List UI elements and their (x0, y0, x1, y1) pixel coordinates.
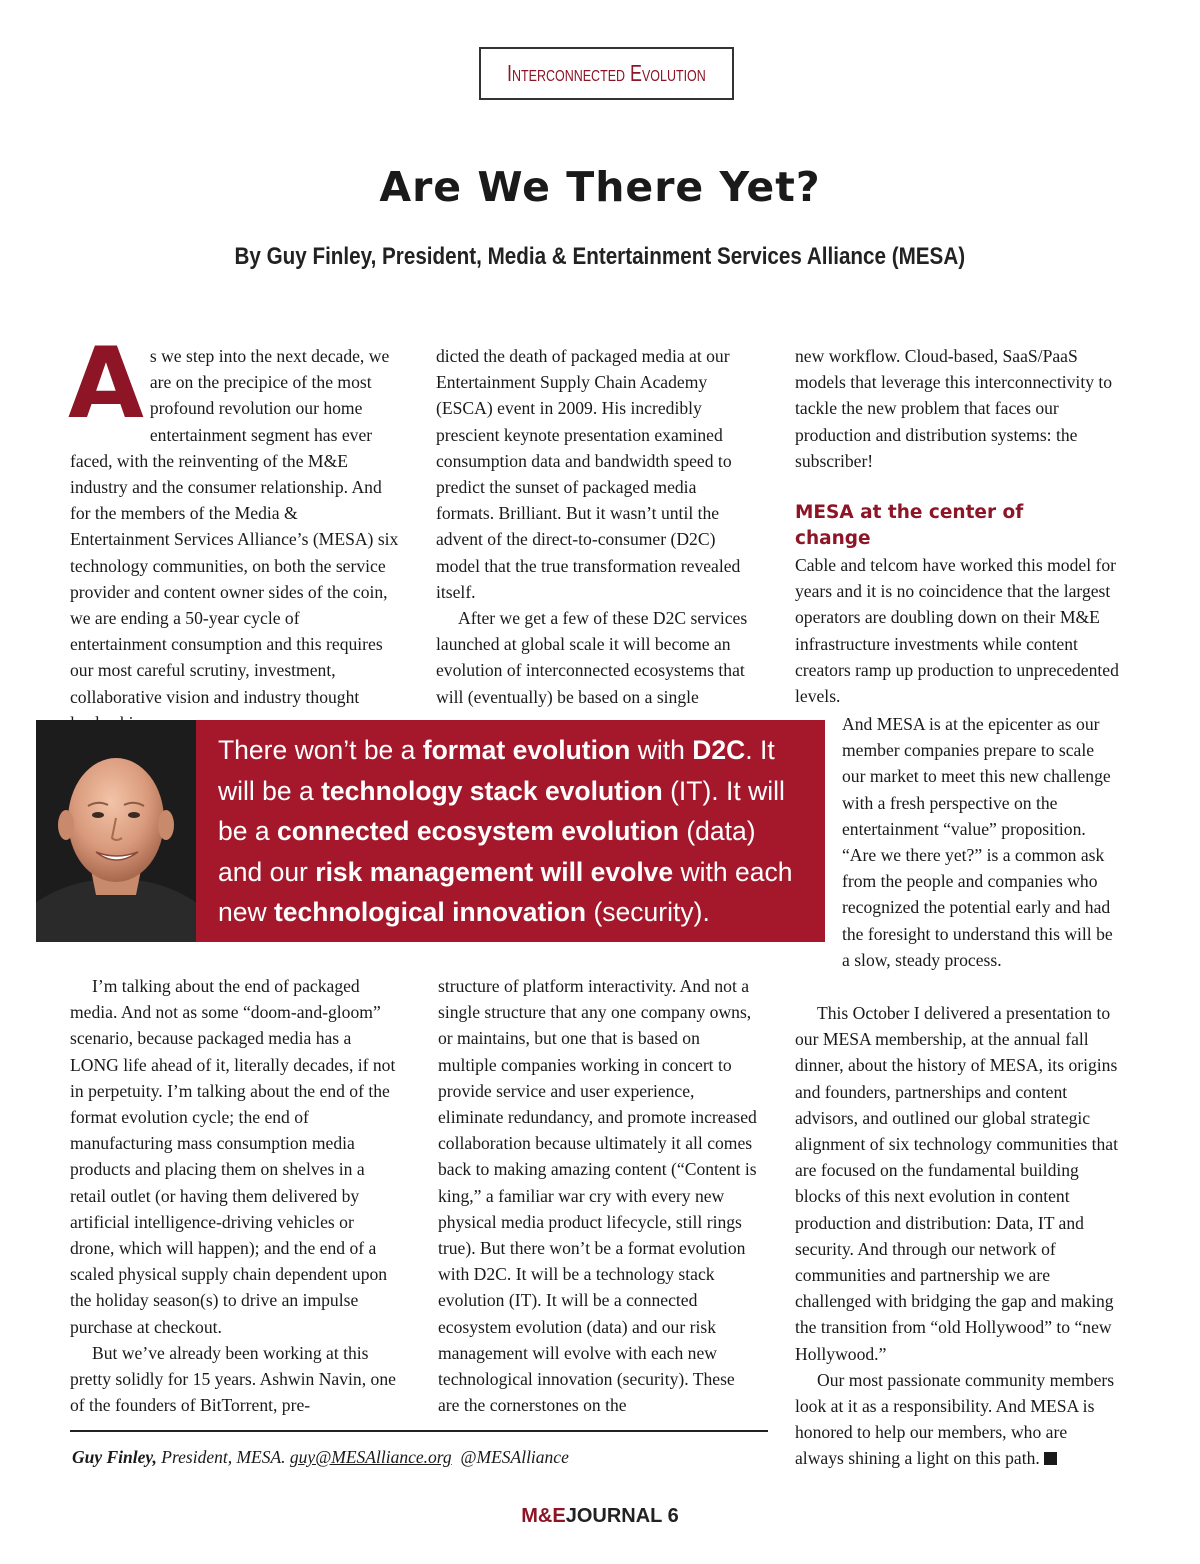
article-byline (0, 243, 1200, 271)
page-footer (0, 1505, 1200, 1528)
quote-segment: . It will be a (218, 735, 775, 806)
author-info (72, 1447, 569, 1468)
paragraph: dicted the death of packaged media at our Entertainment Supply Chain Academy (ESCA) event in 2009. His incredibly prescient keynote presentation examined consumption data and bandwidth speed to predict the sunset of packaged media formats. Brilliant. But it wasn’t until the advent of the direct-to-consumer (D2C) model that the true transformation revealed itself. (436, 346, 741, 602)
pull-quote-band (36, 720, 825, 942)
paragraph (795, 1367, 1120, 1472)
paragraph: After we get a few of these D2C services launched at global scale it will become an evolution of interconnected ecosystems that will (eventually) be based on a single (436, 608, 748, 707)
quote-emphasis: connected ecosystem evolution (276, 816, 679, 846)
author-name: Guy Finley, (72, 1447, 157, 1467)
paragraph: new workflow. Cloud-based, SaaS/PaaS models that leverage this interconnectivity to tackle the new problem that faces our production and distribution systems: the subscriber! (795, 346, 1113, 471)
section-header-box (479, 47, 734, 100)
paragraph: Cable and telcom have worked this model for years and it is no coincidence that the largest operators are doubling down on their M&E infrastructure investments while content creators ramp up production to unprecedented levels. (795, 555, 1119, 707)
pull-quote-text (196, 720, 825, 942)
column-1-bottom (70, 973, 400, 1418)
quote-segment: There won’t be a (218, 735, 423, 765)
quote-segment: with each new (218, 856, 793, 927)
quote-segment: (security). (586, 897, 710, 927)
subheading: MESA at the center of change (795, 502, 1024, 550)
quote-emphasis: technology stack evolution (321, 775, 663, 806)
author-title: President, MESA. (156, 1447, 290, 1467)
author-divider (70, 1430, 768, 1432)
paragraph: This October I delivered a presentation to our MESA membership, at the annual fall dinner, about the history of MESA, its origins and founders, partnerships and content advisors, and outlined our global strategic alignment of six technology communities that are focused on the fundamental building blocks of this next evolution in content production and distribution: Data, IT and security. And through our network of communities and partnership we are challenged with bridging the gap and making the transition from “old Hollywood” to “new Hollywood.” (795, 1003, 1118, 1364)
column-3-wrap (795, 711, 1120, 973)
byline-text: By Guy Finley, President, Media & Entertainment Services Alliance (MESA) (234, 243, 966, 270)
footer-brand-journal: JOURNAL (565, 1505, 663, 1527)
article-title: Are We There Yet? (379, 163, 821, 211)
section-label: Interconnected Evolution (507, 60, 706, 86)
column-3-bottom (795, 1000, 1120, 1472)
quote-emphasis: technological innovation (273, 897, 587, 927)
quote-emphasis: D2C (692, 735, 746, 765)
paragraph-text: Our most passionate community members look at it as a responsibility. And MESA is honored to help our members, who are always shining a light on this path. (795, 1369, 1115, 1469)
column-2-top (436, 343, 758, 710)
quote-segment: (IT). It will be a (218, 775, 785, 846)
paragraph (68, 327, 400, 736)
author-handle: @MESAlliance (451, 1447, 569, 1467)
paragraph (795, 711, 1120, 973)
paragraph: But we’ve already been working at this pretty solidly for 15 years. Ashwin Navin, one of the founders of BitTorrent, pre- (70, 1342, 396, 1416)
column-1-top (68, 327, 400, 736)
paragraph: structure of platform interactivity. And not a single structure that any one company owns, or maintains, but one that is based on multiple companies working in concert to provide service and user experience, eliminate redundancy, and promote increased collaboration because ultimately it all comes back to making amazing content (“Content is king,” a familiar war cry with every new physical media product lifecycle, still rings true). But there won’t be a format evolution with D2C. It will be a technology stack evolution (IT). It will be a connected ecosystem evolution (data) and our risk management will evolve with each new technological innovation (security). These are the cornerstones on the (438, 976, 757, 1416)
page-number: 6 (667, 1505, 679, 1527)
paragraph: I’m talking about the end of packaged media. And not as some “doom-and-gloom” scenario, because packaged media has a LONG life ahead of it, literally decades, if not in perpetuity. I’m talking about the end of the format evolution cycle; the end of manufacturing mass consumption media products and placing them on shelves in a retail outlet (or having them delivered by artificial intelligence-driving vehicles or drone, which will happen); and the end of a scaled physical supply chain dependent upon the holiday season(s) to drive an impulse purchase at checkout. (70, 976, 396, 1337)
quote-segment: (data) and our (218, 816, 756, 887)
quote-segment: with (630, 735, 693, 765)
column-2-bottom (438, 973, 760, 1418)
paragraph-text: And MESA is at the epicenter as our member companies prepare to scale our market to meet this new challenge with a fresh perspective on the entertainment “value” proposition. “Are we there yet?” is a common ask from the people and companies who recognized the potential early and had the foresight to understand this will be a slow, steady process. (842, 714, 1113, 970)
end-mark-icon (1044, 1452, 1057, 1465)
quote-emphasis: format evolution (422, 735, 631, 765)
quote-emphasis: risk management will evolve (315, 856, 674, 887)
footer-brand-me: M&E (521, 1505, 566, 1527)
portrait-illustration (36, 720, 196, 942)
author-photo (36, 720, 196, 942)
author-email-link[interactable]: guy@MESAlliance.org (289, 1447, 452, 1467)
column-3-top (795, 343, 1120, 709)
drop-cap: A (68, 327, 144, 441)
paragraph-text: s we step into the next decade, we are on the precipice of the most profound revolution our home entertainment segment has ever faced, with the reinventing of the M&E industry and the consumer relationship. And for the members of the Media & Entertainment Services Alliance’s (MESA) six technology communities, on both the service provider and content owner sides of the coin, we are ending a 50-year cycle of entertainment consumption and this requires our most careful scrutiny, investment, collaborative vision and industry thought (70, 346, 399, 707)
